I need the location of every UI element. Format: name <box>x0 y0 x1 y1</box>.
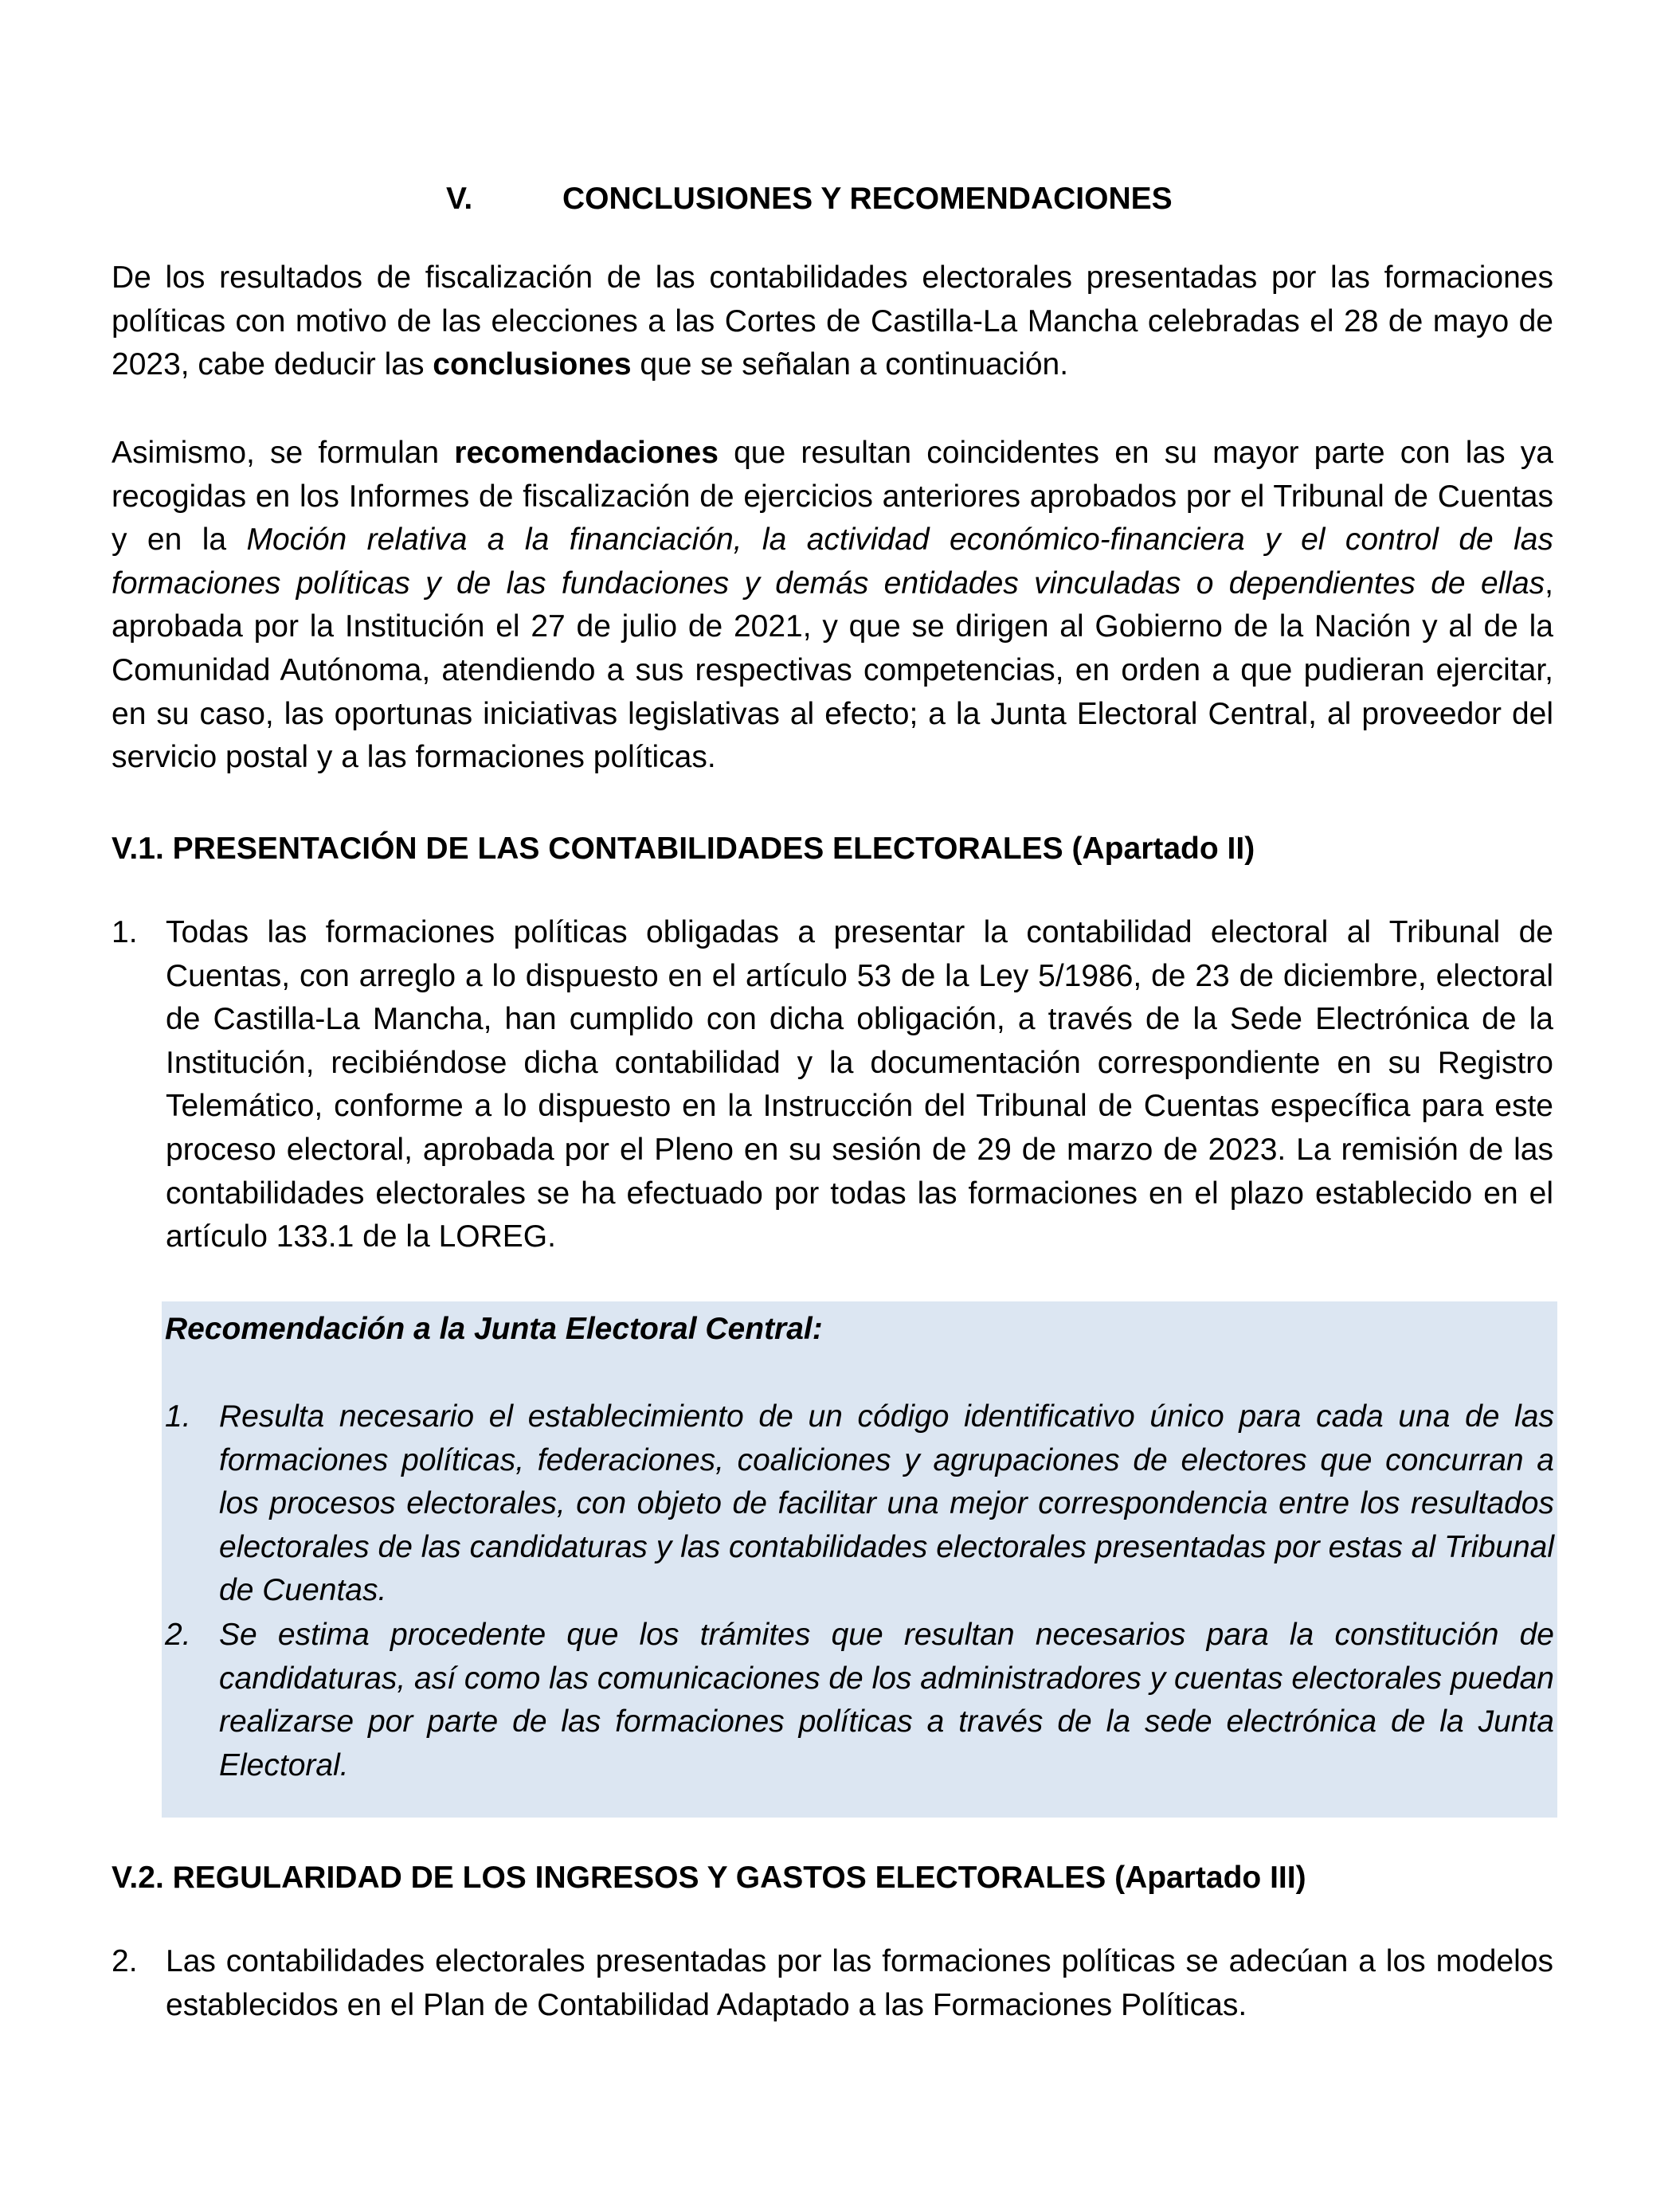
recommendation-heading: Recomendación a la Junta Electoral Central: <box>165 1312 823 1346</box>
conclusion-number: 1. <box>112 915 138 949</box>
intro-p2-bold: recomendaciones <box>454 436 719 470</box>
intro-p1-text-b: que se señalan a continuación. <box>631 347 1069 382</box>
subsection-1-heading: V.1. PRESENTACIÓN DE LAS CONTABILIDADES ELECTORALES (Apartado II) <box>112 832 1255 866</box>
intro-p1-text-a: De los resultados de fiscalización de las contabilidades electorales presentadas por las formaciones políticas con motivo de las elecciones a las Cortes de Castilla-La Mancha celebradas el 28 de mayo de 2023, cabe deducir las <box>112 260 1553 382</box>
intro-paragraph-2 <box>112 432 1553 780</box>
section-number: V. <box>446 182 473 216</box>
intro-p2-text-c: , aprobada por la Institución el 27 de julio de 2021, y que se dirigen al Gobierno de la Nación y al de la Comunidad Autónoma, atendiendo a sus respectivas competencias, en orden a que pudieran ejercitar, en su caso, las oportunas iniciativas legislativas al efecto; a la Junta Electoral Central, al proveedor del servicio postal y a las formaciones políticas. <box>112 565 1553 775</box>
recommendation-text: Se estima procedente que los trámites que resultan necesarios para la constitución de candidaturas, así como las comunicaciones de los administradores y cuentas electorales puedan realizarse por parte de las formaciones políticas a través de la sede electrónica de la Junta Electoral. <box>219 1618 1554 1782</box>
intro-p2-text-b: que resultan coincidentes en su mayor parte con las ya recogidas en los Informes de fiscalización de ejercicios anteriores aprobados por el Tribunal de Cuentas y en la <box>112 436 1553 558</box>
intro-p2-text-a: Asimismo, se formulan <box>112 436 455 470</box>
section-title <box>0 175 1680 223</box>
recommendation-number: 2. <box>165 1618 191 1652</box>
intro-p1-bold: conclusiones <box>433 347 632 382</box>
recommendation-text: Resulta necesario el establecimiento de un código identificativo único para cada una de las formaciones políticas, federaciones, coaliciones y agrupaciones de electores que concurran a los procesos electorales, con objeto de facilitar una mejor correspondencia entre los resultados electorales de las candidaturas y las contabilidades electorales presentadas por estas al Tribunal de Cuentas. <box>219 1399 1554 1608</box>
intro-paragraph-1 <box>112 256 1553 387</box>
intro-p2-italic: Moción relativa a la financiación, la actividad económico-financiera y el control de las formaciones políticas y de las fundaciones y demás entidades vinculadas o dependientes de ellas <box>112 522 1553 601</box>
subsection-2-heading: V.2. REGULARIDAD DE LOS INGRESOS Y GASTOS ELECTORALES (Apartado III) <box>112 1861 1306 1895</box>
conclusion-text: Todas las formaciones políticas obligadas a presentar la contabilidad electoral al Tribunal de Cuentas, con arreglo a lo dispuesto en el artículo 53 de la Ley 5/1986, de 23 de diciembre, electoral de Castilla-La Mancha, han cumplido con dicha obligación, a través de la Sede Electrónica de la Institución, recibiéndose dicha contabilidad y la documentación correspondiente en su Registro Telemático, conforme a lo dispuesto en la Instrucción del Tribunal de Cuentas específica para este proceso electoral, aprobada por el Pleno en su sesión de 29 de marzo de 2023. La remisión de las contabilidades electorales se ha efectuado por todas las formaciones en el plazo establecido en el artículo 133.1 de la LOREG. <box>166 915 1553 1254</box>
recommendation-number: 1. <box>165 1399 191 1434</box>
conclusion-text: Las contabilidades electorales presentadas por las formaciones políticas se adecúan a los modelos establecidos en el Plan de Contabilidad Adaptado a las Formaciones Políticas. <box>166 1944 1553 2022</box>
section-title-text: CONCLUSIONES Y RECOMENDACIONES <box>562 182 1173 216</box>
recommendation-box <box>162 1301 1557 1818</box>
conclusion-number: 2. <box>112 1944 138 1978</box>
